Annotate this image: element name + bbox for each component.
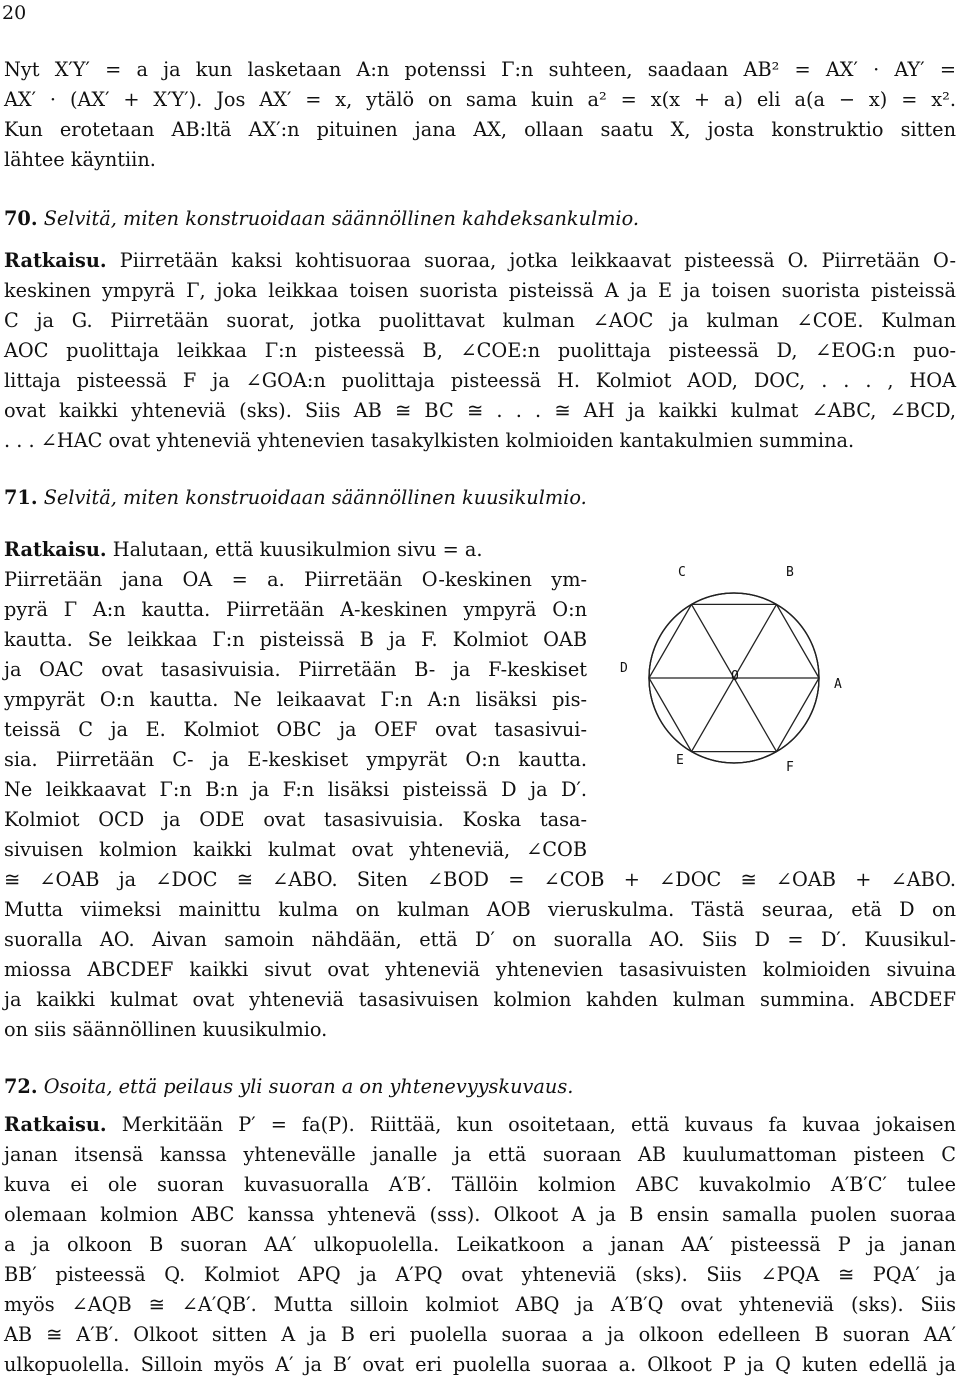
line-text: olemaan kolmion ABC kanssa yhtenevä (sss). Olkoot A ja B ensin samalla puolen suoraa xyxy=(4,1203,956,1226)
line-text: a ja olkoon B suoran AA′ ulkopuolella. Leikatkoon a janan AA′ pisteessä P ja janan xyxy=(4,1233,956,1256)
line-text: myös ∠AQB ≅ ∠A′QB′. Mutta silloin kolmiot ABQ ja A′B′Q ovat yhteneviä (sks). Siis xyxy=(4,1293,956,1316)
text-line xyxy=(4,88,956,112)
line-text: Piirretään kaksi kohtisuoraa suoraa, jotka leikkaavat pisteessä O. Piirretään O- xyxy=(119,249,956,272)
label-a: A xyxy=(834,677,842,692)
text-line xyxy=(4,58,956,82)
text-line xyxy=(4,1203,956,1227)
text-line xyxy=(4,868,956,892)
line-text: kautta. Se leikkaa Γ:n pisteissä B ja F. Kolmiot OAB xyxy=(4,628,587,651)
text-line xyxy=(4,249,956,273)
line-text: keskinen ympyrä Γ, joka leikkaa toisen suorista pisteissä A ja E ja toisen suorista pisteissä xyxy=(4,279,956,302)
line-text: AB ≅ A′B′. Olkoot sitten A ja B eri puolella suoraa a ja olkoon edelleen B suoran AA′ xyxy=(4,1323,956,1346)
line-text: ≅ ∠OAB ja ∠DOC ≅ ∠ABO. Siten ∠BOD = ∠COB + ∠DOC ≅ ∠OAB + ∠ABO. xyxy=(4,868,956,891)
line-text: suoralla AO. Aivan samoin nähdään, että D′ on suoralla AO. Siis D = D′. Kuusikul- xyxy=(4,928,956,951)
line-text: ovat kaikki yhteneviä (sks). Siis AB ≅ BC ≅ . . . ≅ AH ja kaikki kulmat ∠ABC, ∠BCD, xyxy=(4,399,956,422)
line-text: Kolmiot OCD ja ODE ovat tasasivuisia. Koska tasa- xyxy=(4,808,587,831)
text-line xyxy=(4,1173,956,1197)
label-b: B xyxy=(786,565,794,580)
problem-number: 70. xyxy=(4,207,38,230)
line-text: lähtee käyntiin. xyxy=(4,148,156,171)
label-e: E xyxy=(676,753,684,768)
text-line xyxy=(4,429,854,453)
text-line xyxy=(4,1263,956,1287)
line-text: Nyt X′Y′ = a ja kun lasketaan A:n potenssi Γ:n suhteen, saadaan AB² = AX′ · AY′ = xyxy=(4,58,956,81)
line-text: teissä C ja E. Kolmiot OBC ja OEF ovat tasasivui- xyxy=(4,718,587,741)
text-line xyxy=(4,279,956,303)
arc-centered-c xyxy=(649,593,777,678)
line-text: AOC puolittaja leikkaa Γ:n pisteessä B, ∠COE:n puolittaja pisteessä D, ∠EOG:n puo- xyxy=(4,339,956,362)
text-line xyxy=(4,538,483,562)
line-text: ympyrät O:n kautta. Ne leikaavat Γ:n A:n lisäksi pis- xyxy=(4,688,587,711)
label-c: C xyxy=(678,565,686,580)
problem-number: 71. xyxy=(4,486,38,509)
line-text: ulkopuolella. Silloin myös A′ ja B′ ovat eri puolella suoraa a. Olkoot P ja Q kuten edellä ja xyxy=(4,1353,956,1376)
text-line xyxy=(4,658,587,682)
text-line xyxy=(4,1018,327,1042)
line-text: kuva ei ole suoran kuvasuoralla A′B′. Tällöin kolmion ABC kuvakolmio A′B′C′ tulee xyxy=(4,1173,956,1196)
label-d: D xyxy=(620,661,628,676)
text-line xyxy=(4,748,587,772)
text-line xyxy=(4,838,587,862)
line-text: pyrä Γ A:n kautta. Piirretään A-keskinen ympyrä O:n xyxy=(4,598,587,621)
text-line xyxy=(4,339,956,363)
line-text: BB′ pisteessä Q. Kolmiot APQ ja A′PQ ovat yhteneviä (sks). Siis ∠PQA ≅ PQA′ ja xyxy=(4,1263,956,1286)
label-o: O xyxy=(731,669,739,684)
problem-statement: Osoita, että peilaus yli suoran a on yhtenevyyskuvaus. xyxy=(43,1075,574,1098)
line-text: ja kaikki kulmat ovat yhteneviä tasasivuisen kolmion kahden kulman summina. ABCDEF xyxy=(4,988,956,1011)
line-text: miossa ABCDEF kaikki sivut ovat yhteneviä yhtenevien tasasivuisten kolmioiden sivuina xyxy=(4,958,956,981)
line-text: sia. Piirretään C- ja E-keskiset ympyrät O:n kautta. xyxy=(4,748,587,771)
text-line xyxy=(4,808,587,832)
line-text: C ja G. Piirretään suorat, jotka puolittavat kulman ∠AOC ja kulman ∠COE. Kulman xyxy=(4,309,956,332)
text-line xyxy=(4,399,956,423)
text-line xyxy=(4,688,587,712)
text-line xyxy=(4,118,956,142)
arc-centered-e xyxy=(649,678,777,763)
hexagon-construction-figure xyxy=(610,548,958,778)
text-line xyxy=(4,1353,956,1377)
text-line xyxy=(4,1075,573,1099)
solution-heading: Ratkaisu. xyxy=(4,1113,107,1136)
line-text: . . . ∠HAC ovat yhteneviä yhtenevien tasakylkisten kolmioiden kantakulmien summina. xyxy=(4,429,855,452)
text-line xyxy=(4,988,956,1012)
solution-heading: Ratkaisu. xyxy=(4,538,107,561)
page-number: 20 xyxy=(2,2,27,24)
line-text: on siis säännöllinen kuusikulmio. xyxy=(4,1018,328,1041)
problem-statement: Selvitä, miten konstruoidaan säännöllinen kuusikulmio. xyxy=(43,486,587,509)
line-text: Merkitään P′ = fa(P). Riittää, kun osoitetaan, että kuvaus fa kuvaa jokaisen xyxy=(121,1113,956,1136)
problem-number: 72. xyxy=(4,1075,38,1098)
line-text: littaja pisteessä F ja ∠GOA:n puolittaja pisteessä H. Kolmiot AOD, DOC, . . . , HOA xyxy=(4,369,956,392)
text-line xyxy=(4,1323,956,1347)
line-text: Ne leikkaavat Γ:n B:n ja F:n lisäksi pisteissä D ja D′. xyxy=(4,778,587,801)
arc-centered-b xyxy=(692,593,820,678)
line-text: janan itsensä kanssa yhtenevälle janalle ja että suoraan AB kuulumattoman pisteen C xyxy=(4,1143,956,1166)
problem-statement: Selvitä, miten konstruoidaan säännöllinen kahdeksankulmio. xyxy=(43,207,639,230)
arc-centered-f xyxy=(692,678,820,763)
line-text: Mutta viimeksi mainittu kulma on kulman AOB vieruskulma. Tästä seuraa, etä D on xyxy=(4,898,956,921)
text-line xyxy=(4,568,587,592)
text-line xyxy=(4,898,956,922)
line-text: ja OAC ovat tasasivuisia. Piirretään B- ja F-keskiset xyxy=(4,658,587,681)
line-text: sivuisen kolmion kaikki kulmat ovat yhteneviä, ∠COB xyxy=(4,838,587,861)
text-line xyxy=(4,928,956,952)
text-line xyxy=(4,207,639,231)
text-line xyxy=(4,309,956,333)
line-text: Piirretään jana OA = a. Piirretään O-keskinen ym- xyxy=(4,568,587,591)
text-line xyxy=(4,958,956,982)
label-f: F xyxy=(786,760,794,775)
line-text: Kun erotetaan AB:ltä AX′:n pituinen jana AX, ollaan saatu X, josta konstruktio sitten xyxy=(4,118,956,141)
line-text: AX′ · (AX′ + X′Y′). Jos AX′ = x, ytälö on sama kuin a² = x(x + a) eli a(a − x) = x². xyxy=(4,88,956,111)
text-line xyxy=(4,778,587,802)
solution-heading: Ratkaisu. xyxy=(4,249,107,272)
text-line xyxy=(4,1293,956,1317)
text-line xyxy=(4,718,587,742)
text-line xyxy=(4,628,587,652)
text-line xyxy=(4,1113,956,1137)
text-line xyxy=(4,148,156,172)
line-text: Halutaan, että kuusikulmion sivu = a. xyxy=(112,538,483,561)
text-line xyxy=(4,369,956,393)
text-line xyxy=(4,486,587,510)
text-line xyxy=(4,598,587,622)
text-line xyxy=(4,1233,956,1257)
text-line xyxy=(4,1143,956,1167)
